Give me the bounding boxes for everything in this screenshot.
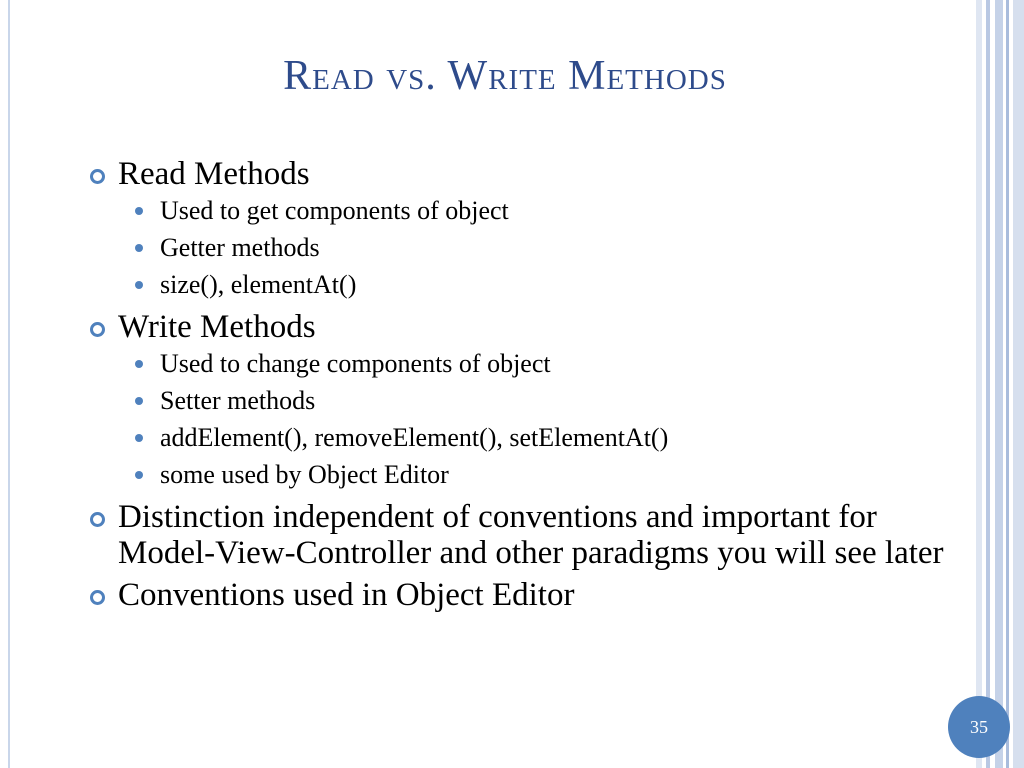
- sub-bullet-item: [90, 192, 950, 229]
- dot-bullet-icon: [135, 434, 143, 442]
- right-decor-stripe: [986, 0, 990, 768]
- slide-title: Read vs. Write Methods: [283, 53, 727, 99]
- right-decor-stripe: [1013, 0, 1024, 768]
- dot-bullet-icon: [135, 207, 143, 215]
- sub-bullet-text: Setter methods: [160, 386, 316, 415]
- bullet-item: [90, 309, 950, 345]
- left-border-line: [8, 0, 10, 768]
- ring-bullet-icon: [90, 169, 105, 184]
- ring-bullet-icon: [90, 322, 105, 337]
- sub-bullet-text: size(), elementAt(): [160, 270, 357, 299]
- bullet-list: [90, 150, 950, 613]
- page-number-badge: 35: [948, 696, 1010, 758]
- bullet-text: Distinction independent of conventions and important for Model-View-Controller and other paradigms you will see later: [118, 499, 944, 571]
- ring-bullet-icon: [90, 590, 105, 605]
- dot-bullet-icon: [135, 281, 143, 289]
- sub-bullet-item: [90, 382, 950, 419]
- bullet-item: [90, 577, 950, 613]
- sub-bullet-item: [90, 266, 950, 303]
- sub-bullet-text: some used by Object Editor: [160, 460, 449, 489]
- right-decor-stripe: [1006, 0, 1009, 768]
- sub-bullet-item: [90, 345, 950, 382]
- bullet-text: Read Methods: [118, 156, 310, 192]
- bullet-item: [90, 499, 950, 571]
- ring-bullet-icon: [90, 512, 105, 527]
- bullet-text: Conventions used in Object Editor: [118, 577, 575, 613]
- dot-bullet-icon: [135, 397, 143, 405]
- dot-bullet-icon: [135, 244, 143, 252]
- sub-bullet-text: addElement(), removeElement(), setElementAt(): [160, 423, 669, 452]
- sub-bullet-item: [90, 456, 950, 493]
- sub-bullet-text: Used to change components of object: [160, 349, 551, 378]
- dot-bullet-icon: [135, 360, 143, 368]
- right-decor-stripe: [995, 0, 1003, 768]
- sub-bullet-item: [90, 419, 950, 456]
- sub-bullet-text: Getter methods: [160, 233, 320, 262]
- dot-bullet-icon: [135, 471, 143, 479]
- sub-bullet-item: [90, 229, 950, 266]
- sub-bullet-text: Used to get components of object: [160, 196, 509, 225]
- bullet-item: [90, 156, 950, 192]
- bullet-text: Write Methods: [118, 309, 316, 345]
- right-decor-stripe: [976, 0, 982, 768]
